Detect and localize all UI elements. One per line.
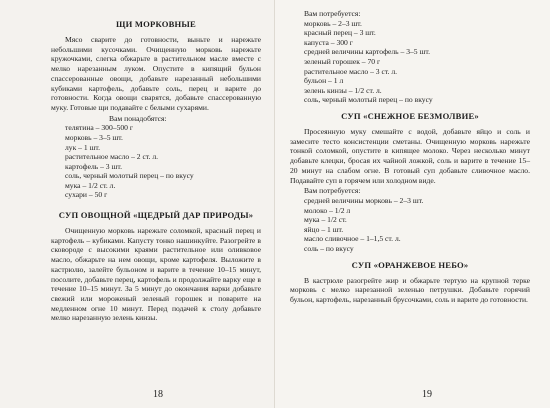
ingredient-item: растительное масло – 3 ст. л. (304, 66, 398, 76)
ingredient-item: соль, черный молотый перец – по вкусу (304, 95, 433, 105)
ingredients-list-shchi (51, 123, 261, 200)
recipe-text-orange-sky: В кастрюле разогрейте жир и обжарьте тертую на крупной терке морковь с мелко нарезанной зеленью петрушки. Добавьте горячий бульон, картофель, нарезанный брусочками, соль и варите до готовности. (290, 275, 530, 304)
ingredient-item: зеленый горошек – 70 г (304, 57, 381, 67)
ingredient-item: средней величины картофель – 3–5 шт. (304, 47, 430, 57)
ingredient-item: мука – 1/2 ст. л. (65, 180, 116, 190)
recipe-title-snow-silence: СУП «СНЕЖНОЕ БЕЗМОЛВИЕ» (341, 111, 479, 122)
recipe-title-shchi: ЩИ МОРКОВНЫЕ (115, 19, 196, 29)
ingredient-item: зелень кинзы – 1/2 ст. л. (304, 85, 382, 95)
ingredient-item: сухари – 50 г (65, 190, 108, 200)
ingredient-item: масло сливочное – 1–1,5 ст. л. (304, 234, 401, 244)
recipe-title-orange-sky: СУП «ОРАНЖЕВОЕ НЕБО» (351, 259, 469, 270)
recipe-title-vegetable-soup: СУП ОВОЩНОЙ «ЩЕДРЫЙ ДАР ПРИРОДЫ» (58, 210, 254, 221)
ingredient-item: красный перец – 3 шт. (304, 28, 376, 38)
ingredient-item: мука – 1/2 ст. (304, 215, 347, 225)
ingredients-list-snow-silence (290, 196, 530, 254)
ingredient-item: растительное масло – 2 ст. л. (65, 152, 159, 162)
recipe-text-shchi: Мясо сварите до готовности, выньте и нарежьте небольшими кусочками. Очищенную морковь нарежьте кружочками, слегка обжарьте в растительном масле вместе с мелко нарезанным луком. Опустите в кипящий бульон спассерованные овощи, добавьте нарезанный небольшими кубиками картофель, добавьте соль, перец и варите до готовности. Когда овощи сварятся, добавьте спассерованную муку. Готовые щи подавайте с белыми сухарями. (51, 35, 261, 112)
recipe-text-vegetable-soup: Очищенную морковь нарежьте соломкой, красный перец и картофель – кубиками. Капусту тонко нашинкуйте. Разогрейте в сковороде с высокими краями растительное или оливковое масло, обжарьте на нем овощи, кроме картофеля. Выложите в кастрюлю, залейте бульоном и варите в течение 10–15 минут, посолите, добавьте перец, картофель и продолжайте варку еще в течение 10–15 минут. За 5 минут до окончания варки добавьте свежий или мороженый зеленый горошек и поварите на медленном огне 10 минут. Перед подачей к столу добавьте мелко нарезанную зелень кинзы. (51, 226, 261, 323)
recipe-text-snow-silence: Просеянную муку смешайте с водой, добавьте яйцо и соль и замесите тесто консистенции сметаны. Очищенную морковь нарежьте тонкой соломкой, опустите в кипящее молоко. Через несколько минут добавьте клецки, бросая их чайной ложкой, соль и варите в течение 15–20 минут на слабом огне. В готовый суп добавьте сливочное масло. Подавайте суп в горячем или холодном виде. (290, 127, 530, 185)
ingredient-item: морковь – 2–3 шт. (304, 18, 362, 28)
ingredients-list-vegetable-soup (290, 19, 530, 105)
page-number-right: 19 (422, 389, 432, 400)
ingredient-item: картофель – 3 шт. (65, 161, 122, 171)
ingredients-heading: Вам потребуется: (304, 9, 361, 18)
ingredient-item: морковь – 3–5 шт. (65, 132, 123, 142)
right-page (275, 0, 550, 408)
ingredient-item: лук – 1 шт. (65, 142, 101, 152)
ingredient-item: средней величины морковь – 2–3 шт. (304, 195, 424, 205)
ingredients-heading: Вам потребуется: (304, 186, 361, 196)
ingredient-item: бульон – 1 л (304, 76, 344, 86)
ingredient-item: капуста – 300 г (304, 37, 353, 47)
ingredient-item: соль – по вкусу (304, 243, 354, 253)
ingredient-item: молоко – 1/2 л (304, 205, 351, 215)
ingredient-item: яйцо – 1 шт. (304, 224, 344, 234)
page-number-left: 18 (153, 389, 163, 400)
ingredients-heading: Вам понадобятся: (109, 113, 167, 123)
ingredient-item: соль, черный молотый перец – по вкусу (65, 171, 194, 181)
ingredient-item: телятина – 300–500 г (65, 123, 133, 133)
